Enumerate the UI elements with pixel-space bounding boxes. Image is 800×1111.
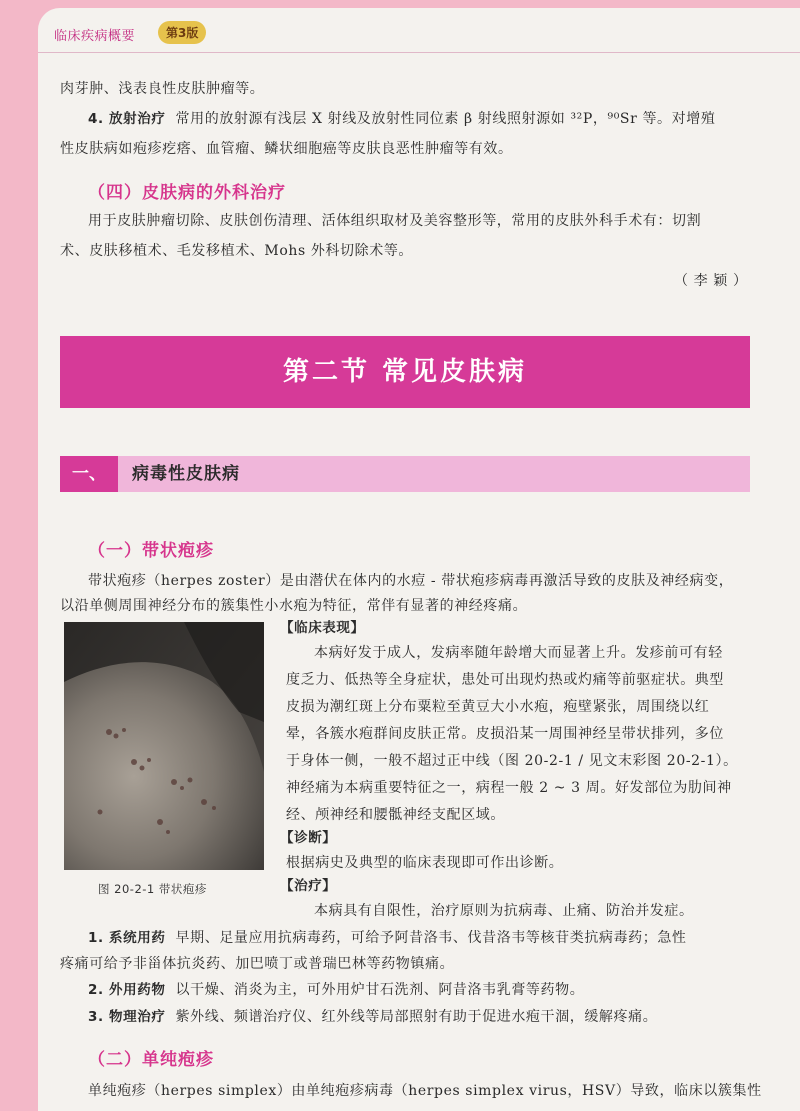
treatment-label: 【治疗】 bbox=[280, 878, 337, 894]
section-banner bbox=[60, 336, 750, 408]
treatment-3-text: 紫外线、频谱治疗仪、红外线等局部照射有助于促进水疱干涸，缓解疼痛。 bbox=[175, 1009, 658, 1025]
surgery-line-1: 用于皮肤肿瘤切除、皮肤创伤清理、活体组织取材及美容整形等，常用的皮肤外科手术有：切割 bbox=[88, 213, 702, 229]
subsection-banner bbox=[60, 456, 750, 492]
radiation-line-1 bbox=[88, 104, 715, 134]
treatment-1-line-2: 疼痛可给予非甾体抗炎药、加巴喷丁或普瑞巴林等药物镇痛。 bbox=[60, 956, 455, 972]
clinical-line-5: 于身体一侧，一般不超过正中线（图 20-2-1 / 见文末彩图 20-2-1）。 bbox=[286, 753, 738, 769]
figure-caption: 图 20-2-1 带状疱疹 bbox=[98, 882, 207, 896]
simplex-line-1: 单纯疱疹（herpes simplex）由单纯疱疹病毒（herpes simplex virus，HSV）导致，临床以簇集性 bbox=[88, 1083, 762, 1099]
clinical-line-3: 皮损为潮红斑上分布粟粒至黄豆大小水疱，疱壁紧张，周围绕以红 bbox=[286, 699, 710, 715]
zoster-def-1: 带状疱疹（herpes zoster）是由潜伏在体内的水痘 - 带状疱疹病毒再激活导致的皮肤及神经病变， bbox=[88, 573, 734, 589]
surgery-line-2: 术、皮肤移植术、毛发移植术、Mohs 外科切除术等。 bbox=[60, 243, 414, 259]
radiation-text-1: 常用的放射源有浅层 X 射线及放射性同位素 β 射线照射源如 ³²P，⁹⁰Sr 等。对增殖 bbox=[175, 111, 716, 127]
radiation-label: 4. 放射治疗 bbox=[88, 111, 166, 127]
treatment-3-line bbox=[88, 1002, 657, 1032]
treatment-2-line bbox=[88, 975, 584, 1005]
clinical-line-7: 经、颅神经和腰骶神经支配区域。 bbox=[286, 807, 505, 823]
clinical-label: 【临床表现】 bbox=[280, 620, 365, 636]
diagnosis-label: 【诊断】 bbox=[280, 830, 337, 846]
author-credit: （ 李 颖 ） bbox=[674, 273, 748, 289]
book-page bbox=[38, 8, 800, 1111]
treatment-1-label: 1. 系统用药 bbox=[88, 930, 166, 946]
treatment-3-label: 3. 物理治疗 bbox=[88, 1009, 166, 1025]
herpes-zoster-photo bbox=[64, 622, 264, 870]
clinical-line-4: 晕，各簇水疱群间皮肤正常。皮损沿某一周围神经呈带状排列，多位 bbox=[286, 726, 724, 742]
subsection-title: 病毒性皮肤病 bbox=[132, 464, 240, 484]
treatment-2-text: 以干燥、消炎为主，可外用炉甘石洗剂、阿昔洛韦乳膏等药物。 bbox=[175, 982, 585, 998]
header-divider bbox=[38, 52, 800, 53]
zoster-photo-graphic bbox=[64, 622, 264, 870]
clinical-line-2: 度乏力、低热等全身症状，患处可出现灼热或灼痛等前驱症状。典型 bbox=[286, 672, 724, 688]
treatment-text: 本病具有自限性，治疗原则为抗病毒、止痛、防治并发症。 bbox=[314, 903, 694, 919]
treatment-1-text: 早期、足量应用抗病毒药，可给予阿昔洛韦、伐昔洛韦等核苷类抗病毒药；急性 bbox=[175, 930, 687, 946]
surgery-heading: （四）皮肤病的外科治疗 bbox=[88, 183, 286, 203]
treatment-2-label: 2. 外用药物 bbox=[88, 982, 166, 998]
subsection-number: 一、 bbox=[60, 456, 118, 492]
radiation-line-2: 性皮肤病如疱疹疙瘩、血管瘤、鳞状细胞癌等皮肤良恶性肿瘤等有效。 bbox=[60, 141, 513, 157]
intro-line: 肉芽肿、浅表良性皮肤肿瘤等。 bbox=[60, 81, 265, 97]
zoster-heading: （一）带状疱疹 bbox=[88, 541, 214, 561]
zoster-def-2: 以沿单侧周围神经分布的簇集性小水疱为特征，常伴有显著的神经疼痛。 bbox=[60, 598, 528, 614]
diagnosis-text: 根据病史及典型的临床表现即可作出诊断。 bbox=[286, 855, 564, 871]
section-title: 第二节 常见皮肤病 bbox=[282, 357, 528, 387]
edition-badge: 第3版 bbox=[158, 21, 206, 44]
simplex-heading: （二）单纯疱疹 bbox=[88, 1050, 214, 1070]
clinical-line-6: 神经痛为本病重要特征之一，病程一般 2 ~ 3 周。好发部位为肋间神 bbox=[286, 780, 732, 796]
clinical-line-1: 本病好发于成人，发病率随年龄增大而显著上升。发疹前可有轻 bbox=[314, 645, 723, 661]
header-book-title: 临床疾病概要 bbox=[54, 29, 136, 44]
